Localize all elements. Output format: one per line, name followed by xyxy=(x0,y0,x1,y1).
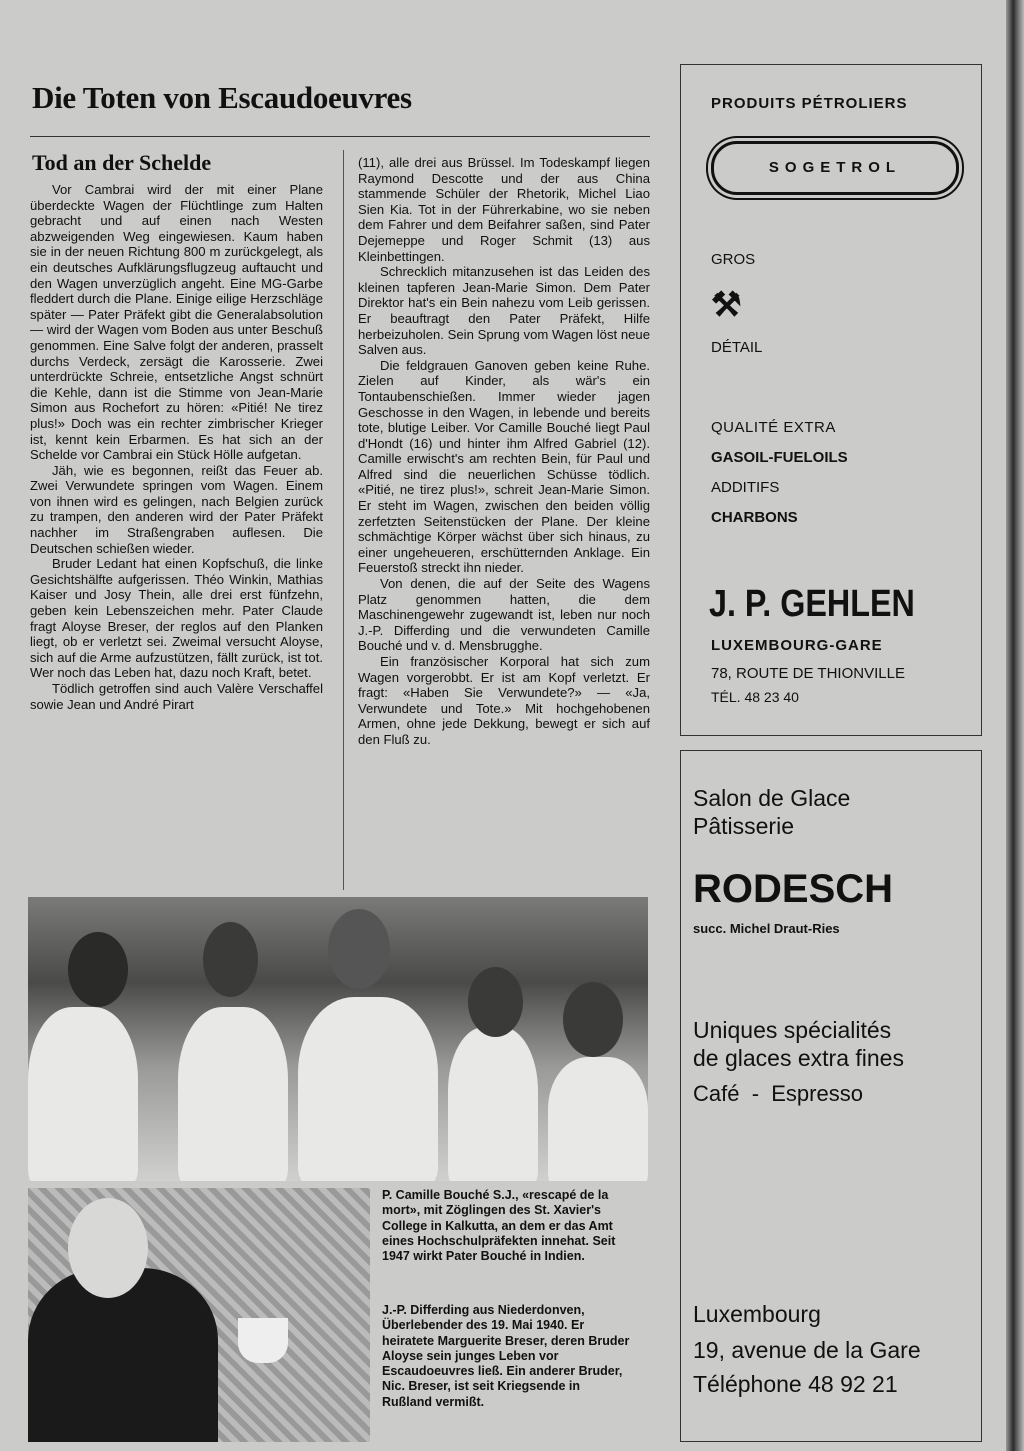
sogetrol-advertisement xyxy=(680,64,982,736)
hammer-pick-icon: ⚒ xyxy=(711,286,742,324)
shop-name: RODESCH xyxy=(693,867,894,911)
company-name: J. P. GEHLEN xyxy=(709,583,915,625)
sogetrol-logo: SOGETROL xyxy=(711,141,959,195)
article-title: Die Toten von Escaudoeuvres xyxy=(32,80,412,115)
company-address: 78, ROUTE DE THIONVILLE xyxy=(711,665,905,682)
photo-caption-1: P. Camille Bouché S.J., «rescapé de la mort», mit Zöglingen des St. Xavier's College in Kalkutta, an dem er das Amt eines Hochschulpräfekten innehat. Seit 1947 wirkt Pater Bouché in Indien. xyxy=(382,1188,616,1264)
ad-item: CHARBONS xyxy=(711,509,798,526)
shop-successor: succ. Michel Draut-Ries xyxy=(693,921,840,936)
paragraph: Tödlich getroffen sind auch Valère Verschaffel sowie Jean und André Pirart xyxy=(30,681,323,712)
paragraph: Bruder Ledant hat einen Kopfschuß, die linke Gesichtshälfte aufgerissen. Théo Winkin, Mathias Kaiser und Josy Thein, alle drei erst fünfzehn, geben kein Lebenszeichen mehr. Pater Claude fragt Aloyse Breser, der reglos auf den Planken liegt, ob er verletzt sei. Zweimal versucht Aloyse, sich auf die Arme aufzustützen, fällt zurück, ist tot. Wer noch das Leben hat, dazu noch Kraft, betet. xyxy=(30,556,323,681)
paragraph: Vor Cambrai wird der mit einer Plane überdeckte Wagen der Flüchtlinge zum Halten gebracht und auf einen nach Westen abzweigenden Weg eingewiesen. Kaum haben sie in der neuen Richtung 800 m zurückgelegt, als ein deutsches Aufklärungsflugzeug auftaucht und den Wagen unverzüglich angeht. Eine MG-Garbe fleddert durch die Plane. Einige eilige Herzschläge später — Pater Präfekt gibt die Generalabsolution — wird der Wagen vom Boden aus unter Beschuß genommen. Eine Salve folgt der anderen, prasselt durchs Verdeck, zersägt die Karosserie. Zwei unterdrückte Schreie, entsetzliche Angst schnürt die Kehle, dann ist die Stimme von Jean-Marie Simon aus Rochefort zu hören: «Pitié! Ne tirez plus!» Doch was ein rechter zimbrischer Krieger ist, kennt kein Erbarmen. Es hat sich an der Schelde vor Cambrai ein Stück Hölle aufgetan. xyxy=(30,182,323,463)
ad-item: GASOIL-FUELOILS xyxy=(711,449,848,466)
shop-city: Luxembourg xyxy=(693,1301,821,1327)
rodesch-advertisement xyxy=(680,750,982,1442)
ad-line: Uniques spécialités xyxy=(693,1017,892,1043)
ad-line: Café - Espresso xyxy=(693,1081,863,1106)
article-subtitle: Tod an der Schelde xyxy=(32,150,212,175)
shop-phone: Téléphone 48 92 21 xyxy=(693,1371,898,1397)
ad-item: QUALITÉ EXTRA xyxy=(711,419,836,436)
gros-label: GROS xyxy=(711,251,756,268)
paragraph: Schrecklich mitanzusehen ist das Leiden des kleinen tapferen Jean-Marie Simon. Dem Pater Direktor hat's ein Bein nahezu vom Leib gerissen. Er beauftragt den Pater Präfekt, Hilfe herbeizuholen. Sein Sprung vom Wagen löst neue Salven aus. xyxy=(358,264,650,358)
group-photo xyxy=(28,897,648,1181)
page-binding-edge xyxy=(1006,0,1024,1451)
company-phone: TÉL. 48 23 40 xyxy=(711,689,799,705)
detail-label: DÉTAIL xyxy=(711,339,763,356)
ad-header: PRODUITS PÉTROLIERS xyxy=(711,95,908,112)
article-column-1 xyxy=(30,182,323,712)
paragraph: Ein französischer Korporal hat sich zum Wagen vorgerobbt. Er ist am Kopf verletzt. Er fragt: «Haben Sie Verwundete?» — «Ja, Verwundete und Tote.» Mit hochgehobenen Armen, ohne jede Dekkung, bewegt er sich auf den Fluß zu. xyxy=(358,654,650,747)
ad-line: Salon de Glace xyxy=(693,785,851,811)
paragraph: Von denen, die auf der Seite des Wagens Platz genommen hatten, die dem Maschinengewehr zugewandt ist, leben nur noch J.-P. Differding und die verwundeten Camille Bouché und v. d. Mensbrugghe. xyxy=(358,576,650,654)
ad-item: ADDITIFS xyxy=(711,479,780,496)
company-location: LUXEMBOURG-GARE xyxy=(711,637,883,654)
portrait-photo xyxy=(28,1188,370,1442)
article-column-2 xyxy=(358,155,650,748)
paragraph: (11), alle drei aus Brüssel. Im Todeskampf liegen Raymond Descotte und der aus China stammende Schüler der Rhetorik, Michel Liao Sien Kia. Tot in der Führerkabine, wo sie neben dem Fahrer und dem Beifahrer saßen, sind Pater Dejemeppe und Roger Schmit (13) aus Kleinbettingen. xyxy=(358,155,650,264)
shop-address: 19, avenue de la Gare xyxy=(693,1337,921,1363)
ad-line: de glaces extra fines xyxy=(693,1045,904,1071)
photo-caption-2: J.-P. Differding aus Niederdonven, Überlebender des 19. Mai 1940. Er heiratete Marguerite Breser, deren Bruder Aloyse sein junges Leben vor Escaudoeuvres ließ. Ein anderer Bruder, Nic. Breser, ist seit Kriegsende in Rußland vermißt. xyxy=(382,1303,630,1409)
paragraph: Die feldgrauen Ganoven geben keine Ruhe. Zielen auf Kinder, als wär's ein Tontaubenschießen. Immer wieder jagen Geschosse in den Wagen, in lebende und bereits tote, blutige Leiber. Vor Camille Bouché liegt Paul d'Hondt (16) und hinter ihm Alfred Gabriel (12). Camille erwischt's am rechten Bein, für Paul und Alfred sind die neuerlichen Schüsse tödlich. «Pitié, ne tirez plus!», schreit Jean-Marie Simon. Er steht im Wagen, zwischen den beiden völlig zerfetzten Seitenstücken der Plane. Der kleine schmächtige Körper wächst über sich hinaus, zu einer ungeheueren, erschütternden Anklage. Ein Feuerstoß streckt ihn nieder. xyxy=(358,357,650,576)
paragraph: Jäh, wie es begonnen, reißt das Feuer ab. Zwei Verwundete springen vom Wagen. Einem von ihnen wird es gelingen, nach Belgien zurück zu trampen, den anderen wird der Pater Präfekt nachher im Straßengraben auflesen. Die Deutschen schießen wieder. xyxy=(30,462,323,556)
title-rule xyxy=(30,136,650,137)
column-divider xyxy=(343,150,344,890)
ad-line: Pâtisserie xyxy=(693,813,794,839)
